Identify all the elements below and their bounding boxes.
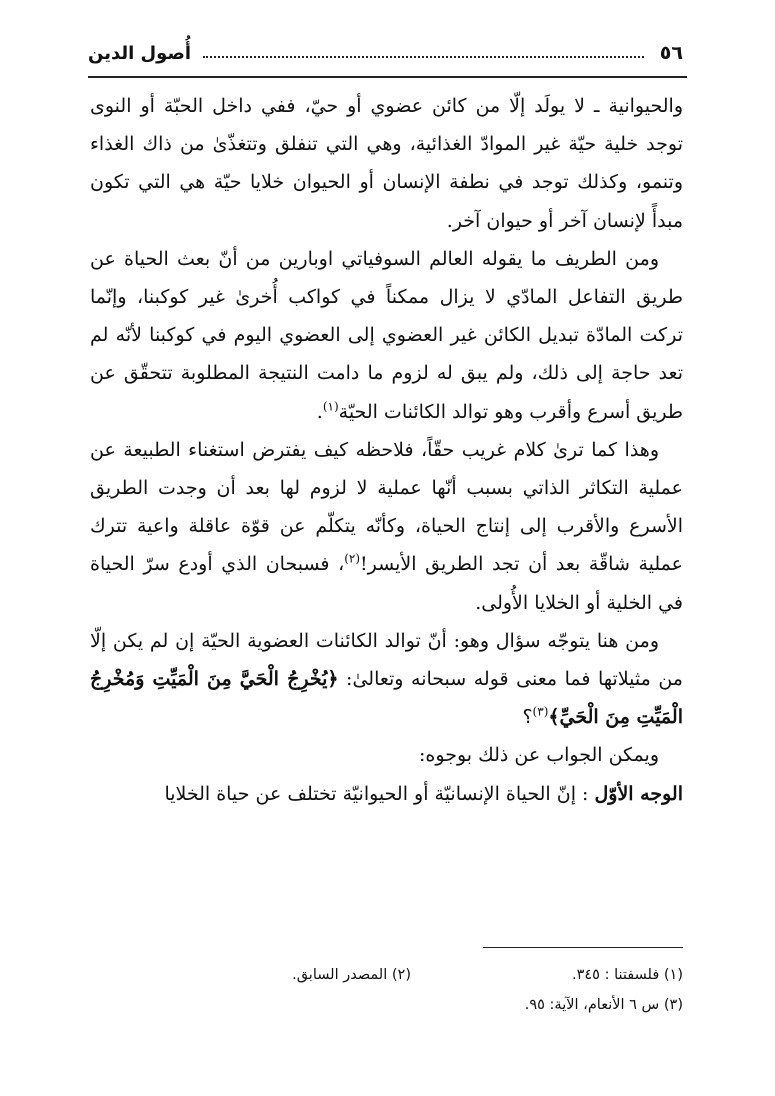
paragraph-6-text: : إنّ الحياة الإنسانيّة أو الحيوانيّة تختلف عن حياة الخلايا [164,782,595,805]
paragraph-1 [90,87,683,240]
header-dot-leader [203,56,644,58]
first-aspect-label: الوجه الأوّل [594,782,683,805]
footnote-3: (٣) س ٦ الأنعام، الآية: ٩٥. [524,997,683,1013]
paragraph-4-end: ؟ [522,706,533,729]
paragraph-1-text: والحيوانية ـ لا يولَد إلّا من كائن عضوي أو حيّ، ففي داخل الحبّة أو النوى توجد خلية حيّة غير الموادّ الغذائية، وهي التي تنفلق وتتغذّىٰ من ذاك الغذاء وتنمو، وكذلك توجد في نطفة الإنسان أو الحيوان خلايا حيّة هي التي تكون مبدأً لإنسان آخر أو حيوان آخر. [90,95,683,232]
footnote-ref-3: (٣) [532,704,549,719]
paragraph-4-text: ومن هنا يتوجّه سؤال وهو: أنّ توالد الكائنات العضوية الحيّة إن لم يكن إلّا من مثيلاتها فما معنى قوله سبحانه وتعالىٰ: [90,629,683,691]
footnote-ref-1: (١) [322,399,339,414]
footnote-1: (١) فلسفتنا : ٣٤٥. [572,967,683,983]
running-header [88,38,683,68]
paragraph-3 [90,431,683,622]
paragraph-4 [90,622,683,737]
footnote-row-1 [90,960,683,990]
footnote-row-2 [90,990,683,1020]
paragraph-2-end: . [316,400,323,423]
footnote-2: (٢) المصدر السابق. [292,967,411,983]
paragraph-5-text: ويمكن الجواب عن ذلك بوجوه: [419,744,659,767]
paragraph-5 [90,736,683,774]
header-rule [88,76,687,78]
running-title: أُصول الدين [88,42,192,64]
footnote-ref-2: (٢) [344,552,361,567]
quran-verse: ﴿يُخْرِجُ الْحَيَّ مِنَ الْمَيِّتِ وَمُخْرِجُ الْمَيِّتِ مِنَ الْحَيِّ﴾ [90,668,683,729]
main-text [90,87,683,813]
footnote-rule [483,947,683,948]
paragraph-2-text: ومن الطريف ما يقوله العالم السوفياتي اوبارين من أنّ بعث الحياة عن طريق التفاعل المادّي لا يزال ممكناً في كواكب أُخرىٰ غير كوكبنا، وإنّما تركت المادّة تبديل الكائن غير العضوي إلى العضوي اليوم في كوكبنا لأنّه لم تعد حاجة إلى ذلك، ولم يبق له لزوم ما دامت النتيجة المطلوبة تتحقّق عن طريق أسرع وأقرب وهو توالد الكائنات الحيّة [90,247,683,423]
paragraph-3-text: وهذا كما ترىٰ كلام غريب حقّاً، فلاحظه كيف يفترض استغناء الطبيعة عن عملية التكاثر الذاتي بسبب أنّها عملية لا لزوم لها بعد أن وجدت الطريق الأسرع والأقرب إلى إنتاج الحياة، وكأنّه يتكلّم عن قوّة عاقلة واعية تترك عملية شاقّة بعد أن تجد الطريق الأيسر! [90,438,683,576]
paragraph-2 [90,240,683,431]
footnotes [90,960,683,1020]
paragraph-3-end: ، فسبحان الذي أودع سرّ الحياة في الخلية أو الخلايا الأُولى. [90,553,683,614]
paragraph-6 [90,775,683,813]
page-number: ٥٦ [659,42,683,64]
